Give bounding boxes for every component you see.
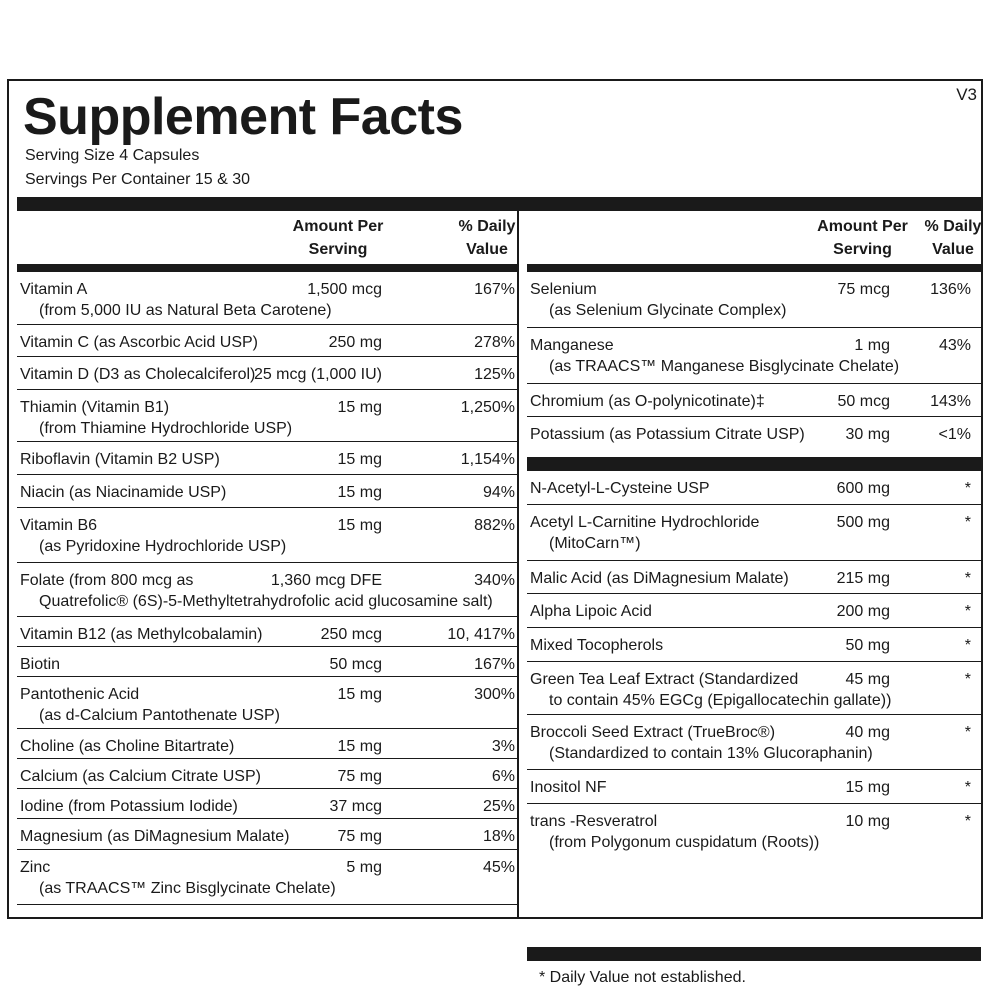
amount-per-serving: 45 mg [845, 671, 890, 688]
nutrient-name: Vitamin D (D3 as Cholecalciferol) [20, 366, 256, 383]
nutrient-row [527, 804, 981, 859]
nutrient-name: Calcium (as Calcium Citrate USP) [20, 768, 261, 785]
daily-value: 278% [474, 334, 515, 351]
amount-per-serving: 40 mg [845, 724, 890, 741]
daily-value-header [447, 215, 527, 261]
amount-header-line2: Serving [833, 241, 892, 258]
nutrient-name: trans -Resveratrol [530, 813, 658, 830]
nutrient-row [17, 325, 517, 357]
nutrient-name: Riboflavin (Vitamin B2 USP) [20, 451, 220, 468]
nutrient-source: to contain 45% EGCg (Epigallocatechin gallate)) [549, 692, 892, 709]
amount-per-serving: 1,500 mcg [307, 281, 382, 298]
nutrient-name: Biotin [20, 656, 61, 673]
daily-value: * [964, 724, 971, 741]
nutrient-source: (MitoCarn™) [549, 535, 641, 552]
amount-per-serving: 15 mg [337, 738, 382, 755]
left-nutrient-list [17, 272, 517, 905]
amount-per-serving: 15 mg [337, 484, 382, 501]
nutrient-name: Zinc [20, 859, 51, 876]
nutrient-row [527, 505, 981, 561]
amount-header-line2: Serving [308, 241, 368, 258]
amount-per-serving: 215 mg [836, 570, 890, 587]
nutrient-source: (as Pyridoxine Hydrochloride USP) [39, 538, 287, 555]
daily-value: 125% [474, 366, 515, 383]
nutrient-row [17, 677, 517, 729]
right-nutrient-list [527, 272, 981, 447]
nutrient-row [17, 617, 517, 647]
amount-per-serving: 75 mcg [837, 281, 890, 298]
serving-size: Serving Size 4 Capsules [25, 147, 200, 164]
amount-per-serving: 200 mg [836, 603, 890, 620]
left-column-header [17, 211, 517, 264]
daily-value: * [964, 603, 971, 620]
nutrient-source: (Standardized to contain 13% Glucoraphanin) [549, 745, 873, 762]
nutrient-row [17, 729, 517, 759]
amount-per-serving: 15 mg [337, 517, 382, 534]
nutrient-name: Choline (as Choline Bitartrate) [20, 738, 235, 755]
footnote: * Daily Value not established. [539, 969, 746, 986]
bottom-divider-bar [527, 947, 981, 961]
nutrient-row [527, 384, 981, 417]
nutrient-name: Broccoli Seed Extract (TrueBroc®) [530, 724, 776, 741]
amount-per-serving: 250 mcg [320, 626, 382, 643]
daily-value: * [964, 570, 971, 587]
dv-header-line2: Value [932, 241, 974, 258]
nutrient-name: Mixed Tocopherols [530, 637, 664, 654]
top-divider-bar [17, 197, 981, 211]
nutrient-row [527, 715, 981, 770]
nutrient-name: Pantothenic Acid [20, 686, 140, 703]
amount-per-serving: 15 mg [845, 779, 890, 796]
right-ingredient-list [527, 471, 981, 859]
daily-value: * [964, 671, 971, 688]
nutrient-name: Magnesium (as DiMagnesium Malate) [20, 828, 290, 845]
nutrient-row [17, 563, 517, 617]
nutrient-source: (as TRAACS™ Zinc Bisglycinate Chelate) [39, 880, 336, 897]
daily-value: 45% [482, 859, 515, 876]
amount-per-serving: 15 mg [337, 686, 382, 703]
daily-value-header [917, 215, 989, 261]
servings-per-container: Servings Per Container 15 & 30 [25, 171, 251, 188]
nutrient-source: (from Polygonum cuspidatum (Roots)) [549, 834, 820, 851]
daily-value: 143% [930, 393, 971, 410]
left-header-bar [17, 264, 517, 272]
daily-value: 167% [474, 656, 515, 673]
nutrient-name: Thiamin (Vitamin B1) [20, 399, 170, 416]
amount-per-serving: 5 mg [346, 859, 382, 876]
nutrient-row [17, 819, 517, 850]
middle-divider-bar [527, 457, 981, 471]
nutrient-row [17, 357, 517, 390]
nutrient-source: Quatrefolic® (6S)-5-Methyltetrahydrofolic acid glucosamine salt) [39, 593, 493, 610]
nutrient-source: (as d-Calcium Pantothenate USP) [39, 707, 280, 724]
amount-header-line1: Amount Per [292, 218, 384, 235]
nutrient-name: Vitamin A [20, 281, 88, 298]
amount-per-serving: 30 mg [845, 426, 890, 443]
nutrient-row [527, 272, 981, 328]
supplement-facts-panel [7, 79, 983, 986]
nutrient-source: (as Selenium Glycinate Complex) [549, 302, 787, 319]
nutrient-source: (from Thiamine Hydrochloride USP) [39, 420, 293, 437]
nutrient-row [527, 328, 981, 384]
nutrient-name: Green Tea Leaf Extract (Standardized [530, 671, 799, 688]
nutrient-name: N-Acetyl-L-Cysteine USP [530, 480, 710, 497]
amount-per-serving: 50 mcg [837, 393, 890, 410]
right-column-header [527, 211, 981, 264]
nutrient-row [17, 508, 517, 563]
panel-title: Supplement Facts [23, 88, 463, 146]
amount-per-serving: 50 mcg [329, 656, 382, 673]
daily-value: 94% [482, 484, 515, 501]
nutrient-name: Vitamin B12 (as Methylcobalamin) [20, 626, 263, 643]
amount-per-serving: 600 mg [836, 480, 890, 497]
nutrient-row [17, 272, 517, 325]
daily-value: * [964, 779, 971, 796]
amount-per-serving: 75 mg [337, 828, 382, 845]
daily-value: 43% [938, 337, 971, 354]
nutrient-name: Folate (from 800 mcg as [20, 572, 194, 589]
nutrient-name: Chromium (as O-polynicotinate)‡ [530, 393, 765, 410]
amount-per-serving: 75 mg [337, 768, 382, 785]
dv-header-line1: % Daily [924, 218, 982, 235]
nutrient-row [17, 789, 517, 819]
nutrient-row [17, 759, 517, 789]
amount-header [810, 215, 915, 261]
right-header-bar [527, 264, 981, 272]
nutrient-name: Niacin (as Niacinamide USP) [20, 484, 227, 501]
nutrient-name: Vitamin C (as Ascorbic Acid USP) [20, 334, 259, 351]
nutrient-name: Inositol NF [530, 779, 607, 796]
daily-value: 18% [482, 828, 515, 845]
nutrient-name: Alpha Lipoic Acid [530, 603, 652, 620]
amount-header [283, 215, 393, 261]
nutrient-name: Vitamin B6 [20, 517, 98, 534]
nutrient-name: Selenium [530, 281, 597, 298]
nutrient-row [527, 770, 981, 804]
daily-value: 167% [474, 281, 515, 298]
amount-per-serving: 500 mg [836, 514, 890, 531]
nutrient-source: (as TRAACS™ Manganese Bisglycinate Chelate) [549, 358, 900, 375]
nutrient-name: Potassium (as Potassium Citrate USP) [530, 426, 805, 443]
nutrient-source: (from 5,000 IU as Natural Beta Carotene) [39, 302, 332, 319]
nutrient-row [527, 561, 981, 594]
nutrient-row [17, 647, 517, 677]
nutrient-row [17, 442, 517, 475]
daily-value: 3% [491, 738, 515, 755]
daily-value: * [964, 480, 971, 497]
amount-header-line1: Amount Per [817, 218, 908, 235]
nutrient-row [17, 850, 517, 905]
daily-value: 25% [482, 798, 515, 815]
dv-header-line1: % Daily [458, 218, 516, 235]
nutrient-row [527, 594, 981, 628]
daily-value: 300% [474, 686, 515, 703]
daily-value: * [964, 514, 971, 531]
daily-value: 1,154% [460, 451, 515, 468]
nutrient-row [527, 417, 981, 447]
daily-value: 10, 417% [447, 626, 515, 643]
amount-per-serving: 50 mg [845, 637, 890, 654]
nutrient-row [527, 471, 981, 505]
daily-value: 6% [491, 768, 515, 785]
amount-per-serving: 15 mg [337, 451, 382, 468]
daily-value: <1% [938, 426, 971, 443]
daily-value: 340% [474, 572, 515, 589]
daily-value: 136% [930, 281, 971, 298]
amount-per-serving: 37 mcg [329, 798, 382, 815]
version-label: V3 [956, 85, 977, 104]
amount-per-serving: 1,360 mcg DFE [270, 572, 382, 589]
daily-value: 1,250% [460, 399, 515, 416]
amount-per-serving: 25 mcg (1,000 IU) [253, 366, 382, 383]
daily-value: 882% [474, 517, 515, 534]
nutrient-row [17, 390, 517, 442]
dv-header-line2: Value [466, 241, 508, 258]
amount-per-serving: 250 mg [328, 334, 382, 351]
nutrient-name: Manganese [530, 337, 614, 354]
daily-value: * [964, 813, 971, 830]
column-divider [517, 211, 519, 919]
nutrient-row [527, 628, 981, 662]
amount-per-serving: 1 mg [854, 337, 890, 354]
amount-per-serving: 10 mg [845, 813, 890, 830]
amount-per-serving: 15 mg [337, 399, 382, 416]
nutrient-name: Malic Acid (as DiMagnesium Malate) [530, 570, 789, 587]
nutrient-name: Iodine (from Potassium Iodide) [20, 798, 238, 815]
nutrient-name: Acetyl L-Carnitine Hydrochloride [530, 514, 760, 531]
nutrient-row [17, 475, 517, 508]
daily-value: * [964, 637, 971, 654]
nutrient-row [527, 662, 981, 715]
